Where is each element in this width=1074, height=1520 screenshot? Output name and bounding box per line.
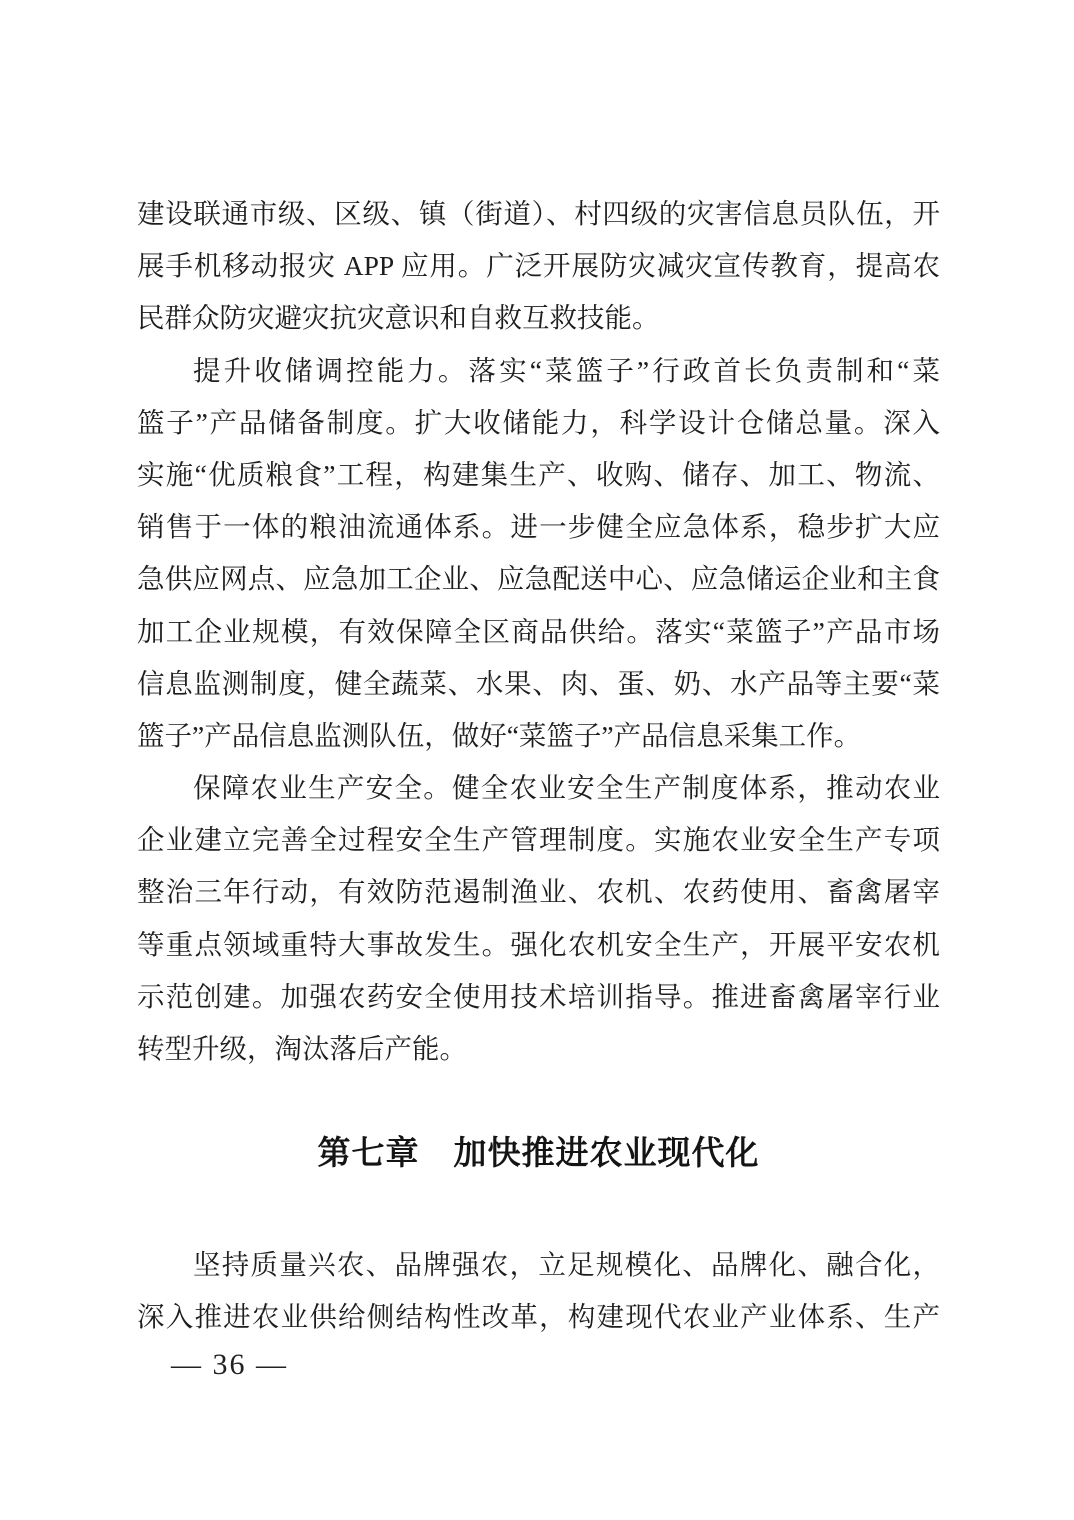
text-line: 转型升级，淘汰落后产能。 [137,1033,467,1064]
paragraph-disaster-info [137,188,940,345]
text-line: 信息监测制度，健全蔬菜、水果、肉、蛋、奶、水产品等主要“菜 [137,667,940,699]
text-line: 示范创建。加强农药安全使用技术培训指导。推进畜禽屠宰行业 [137,980,940,1012]
text-line: 加工企业规模，有效保障全区商品供给。落实“菜篮子”产品市场 [137,615,940,647]
text-line: 深入推进农业供给侧结构性改革，构建现代农业产业体系、生产 [137,1301,940,1333]
text-line: 销售于一体的粮油流通体系。进一步健全应急体系，稳步扩大应 [137,511,940,543]
text-line: 企业建立完善全过程安全生产管理制度。实施农业安全生产专项 [137,824,940,856]
text-line: 篮子”产品信息监测队伍，做好“菜篮子”产品信息采集工作。 [137,719,862,751]
text-line: 展手机移动报灾 APP 应用。广泛开展防灾减灾宣传教育，提高农 [137,250,940,282]
text-line: 坚持质量兴农、品牌强农，立足规模化、品牌化、融合化， [193,1249,940,1281]
text-line: 实施“优质粮食”工程，构建集生产、收购、储存、加工、物流、 [137,458,940,490]
text-line: 保障农业生产安全。健全农业安全生产制度体系，推动农业 [193,772,940,804]
text-line: 急供应网点、应急加工企业、应急配送中心、应急储运企业和主食 [137,563,940,595]
text-line: 民群众防灾避灾抗灾意识和自救互救技能。 [137,302,660,334]
page-number: — 36 — [171,1347,288,1381]
text-line: 等重点领域重特大事故发生。强化农机安全生产，开展平安农机 [137,928,940,960]
text-line: 篮子”产品储备制度。扩大收储能力，科学设计仓储总量。深入 [137,406,940,438]
text-line: 整治三年行动，有效防范遏制渔业、农机、农药使用、畜禽屠宰 [137,876,940,908]
text-block [137,188,940,1382]
text-line: 提升收储调控能力。落实“菜篮子”行政首长负责制和“菜 [193,354,940,386]
paragraph-production-safety [137,762,940,1075]
text-line: 建设联通市级、区级、镇（街道）、村四级的灾害信息员队伍，开 [137,198,940,229]
paragraph-agriculture-modernization [137,1239,940,1343]
chapter-heading: 第七章 加快推进农业现代化 [317,1134,760,1172]
paragraph-storage-regulation [137,345,940,763]
